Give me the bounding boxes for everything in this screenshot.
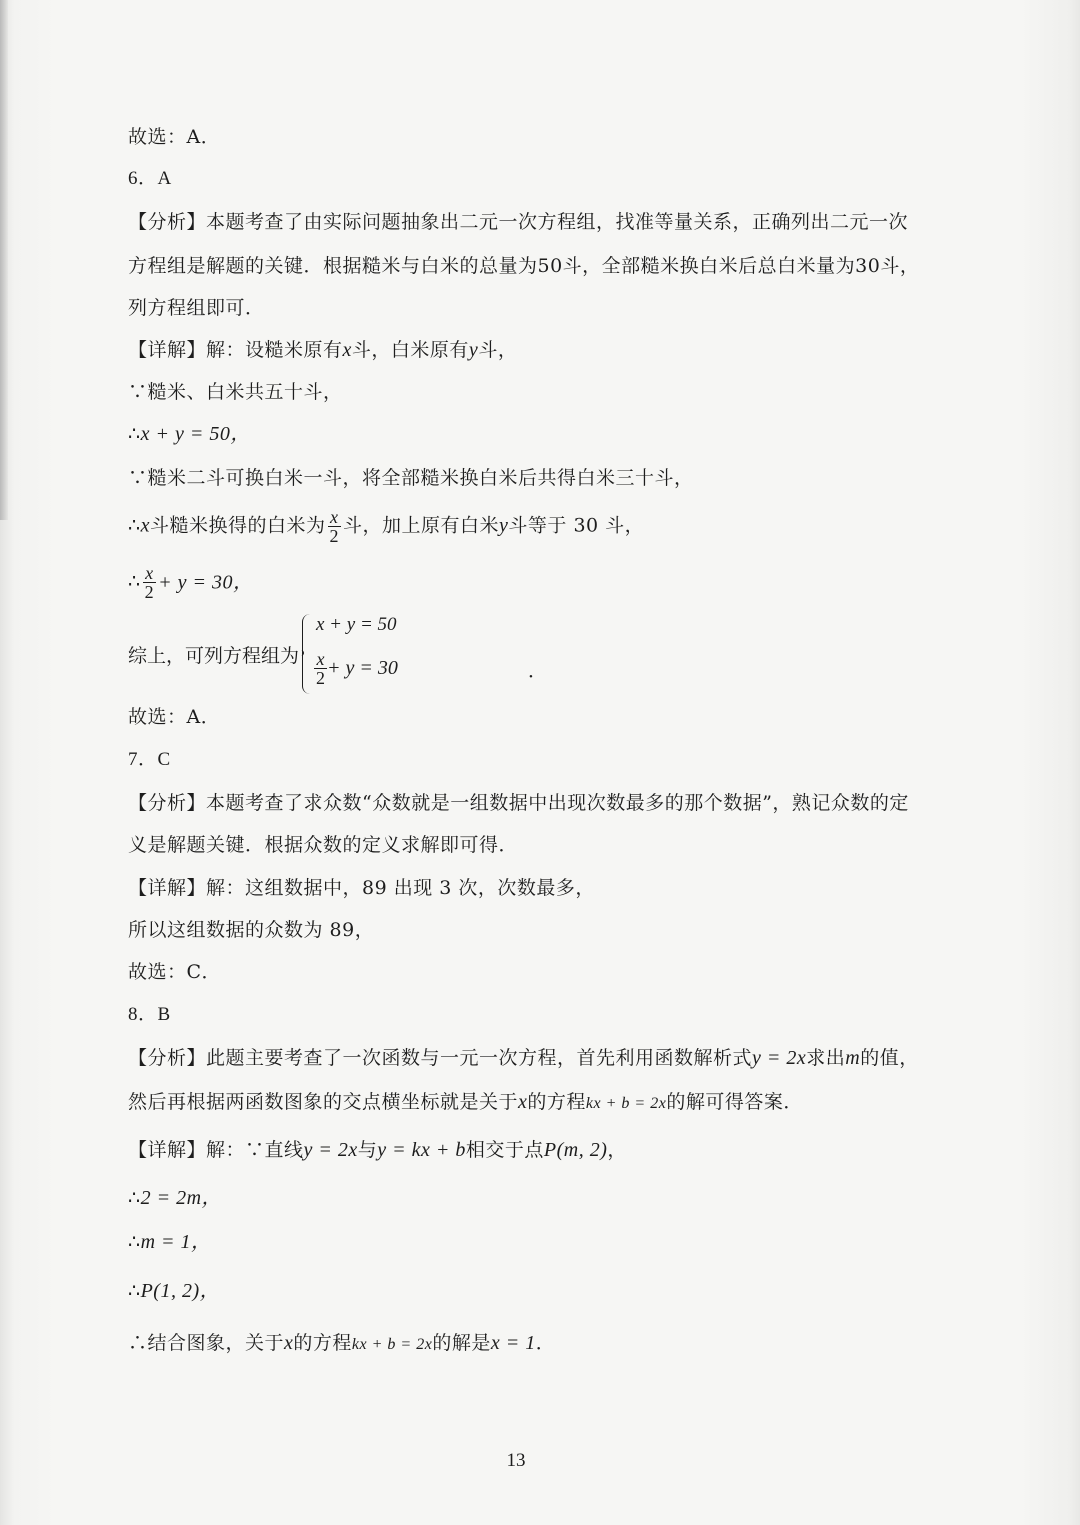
left-brace-icon (302, 614, 311, 694)
equation-line: ∴ $\frac{x}{2}$ + y = 30， (128, 563, 254, 602)
page-number: 13 (506, 1450, 526, 1471)
equation-line: ∴x + y = 50， (128, 423, 251, 445)
equation-line: ∴m = 1， (128, 1231, 212, 1253)
system-equation-2: $\frac{x}{2}$ + y = 30 (316, 649, 398, 688)
solution-line: ∵糙米、白米共五十斗， (128, 381, 343, 403)
scan-edge-shadow (0, 0, 8, 520)
question-number-8: 8．B (128, 1004, 171, 1025)
solution-line: 【详解】解：设糙米原有x斗，白米原有y斗， (128, 339, 518, 361)
document-page: 故选：A． 6．A 【分析】本题考查了由实际问题抽象出二元一次方程组，找准等量关系，正确列出二元一次 方程组是解题的关键．根据糙米与白米的总量为50斗，全部糙米换白米后总白米量为30斗， 列方程组即可． 【详解】解：设糙米原有x斗，白米原有y斗， ∵糙米、白米共五十斗， ∴x + y = 50， ∵糙米二斗可换白米一斗，将全部糙米换白米后共得白米三十斗， ∴x斗糙米换得的白米为 $\frac{x}{2}$ 斗，加上原有白米y斗等于 30 斗， ∴ $\frac{x}{2}$ + y = 30， 综上，可列方程组为 x + y = 50 $\frac{x}{2}$ + y = 30 ． 故选：A． 7．C 【分析】本题考查了求众数“众数就是一组数据中出现次数最多的那个数据”，熟记众数的定 义是解题关键．根据众数的定义求解即可得． 【详解】解：这组数据中，89 出现 3 次，次数最多， 所以这组数据的众数为 89， 故选：C． 8．B 【分析】此题主要考查了一次函数与一元一次方程，首先利用函数解析式y = 2x求出m的值， 然后再根据两函数图象的交点横坐标就是关于x的方程kx + b = 2x的解可得答案． 【详解】解：∵直线y = 2x与y = kx + b相交于点P(m, 2)， ∴2 = 2m， ∴m = 1， ∴P(1, 2)， ∴结合图象，关于x的方程kx + b = 2x的解是x = 1． 13 (0, 0, 1080, 1525)
question-number-7: 7．C (128, 749, 171, 770)
answer-line: 故选：A． (128, 706, 221, 728)
solution-line: ∴x斗糙米换得的白米为 $\frac{x}{2}$ 斗，加上原有白米y斗等于 30 斗， (128, 507, 645, 546)
analysis-line: 列方程组即可． (128, 297, 265, 319)
equation-line: ∴2 = 2m， (128, 1187, 223, 1209)
analysis-line: 义是解题关键．根据众数的定义求解即可得． (128, 834, 519, 856)
solution-line: 【详解】解：∵直线y = 2x与y = kx + b相交于点P(m, 2)， (128, 1139, 627, 1161)
answer-line: 故选：A． (128, 126, 221, 148)
equation-line: ∴P(1, 2)， (128, 1280, 221, 1302)
analysis-line: 【分析】此题主要考查了一次函数与一元一次方程，首先利用函数解析式y = 2x求出m的值， (128, 1047, 919, 1069)
analysis-line: 方程组是解题的关键．根据糙米与白米的总量为50斗，全部糙米换白米后总白米量为30斗， (128, 255, 920, 277)
analysis-line: 【分析】本题考查了由实际问题抽象出二元一次方程组，找准等量关系，正确列出二元一次 (128, 211, 909, 233)
system-lead-text: 综上，可列方程组为 (128, 645, 300, 667)
solution-line: 所以这组数据的众数为 89， (128, 919, 375, 941)
analysis-line: 然后再根据两函数图象的交点横坐标就是关于x的方程kx + b = 2x的解可得答案． (128, 1091, 803, 1113)
analysis-line: 【分析】本题考查了求众数“众数就是一组数据中出现次数最多的那个数据”，熟记众数的定 (128, 792, 909, 814)
solution-line: 【详解】解：这组数据中，89 出现 3 次，次数最多， (128, 877, 595, 899)
solution-line: ∴结合图象，关于x的方程kx + b = 2x的解是x = 1． (128, 1332, 556, 1354)
answer-line: 故选：C． (128, 961, 222, 983)
fraction: $\frac{x}{2}$ (329, 507, 339, 546)
solution-line: ∵糙米二斗可换白米一斗，将全部糙米换白米后共得白米三十斗， (128, 467, 694, 489)
question-number-6: 6．A (128, 168, 172, 189)
system-equation-1: x + y = 50 (316, 614, 397, 635)
fraction: $\frac{x}{2}$ (144, 563, 155, 602)
